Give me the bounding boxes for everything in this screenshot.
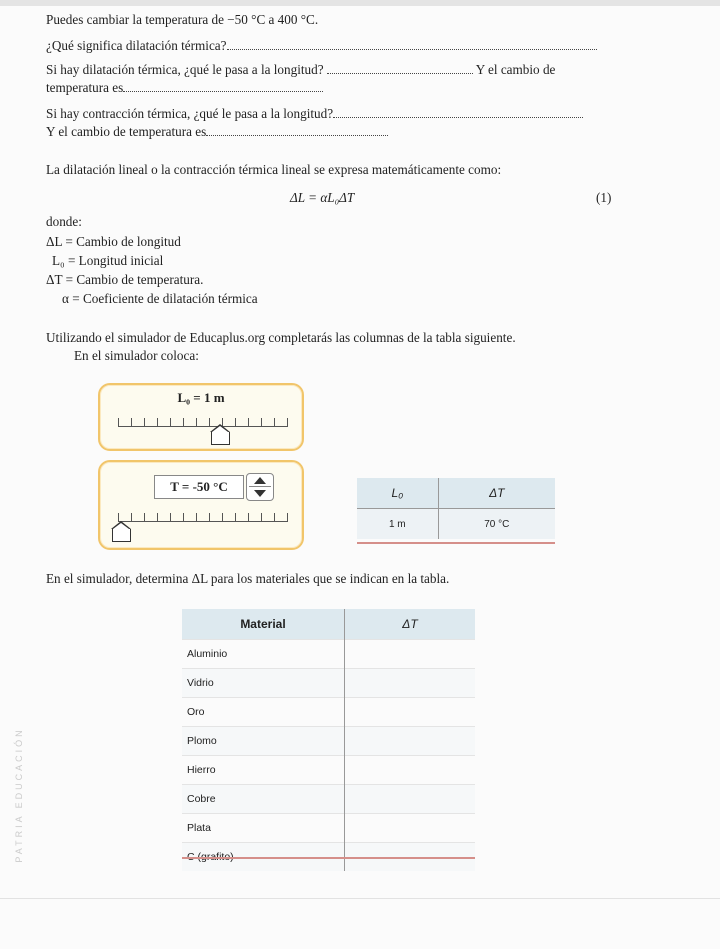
table-cell: 1 m <box>357 509 438 540</box>
question-contraccion-text: Si hay contracción térmica, ¿qué le pasa a la longitud? <box>46 106 334 121</box>
question-cambio-temperatura-text: Y el cambio de temperatura es <box>46 124 207 139</box>
table-row <box>182 640 475 669</box>
definition-l0: L₀ = Longitud inicial <box>52 253 164 268</box>
table-row <box>182 756 475 785</box>
material-cell: Oro <box>182 698 345 727</box>
table-header-row <box>357 478 555 509</box>
temperature-stepper[interactable] <box>246 473 274 501</box>
material-cell: Cobre <box>182 785 345 814</box>
temperature-slider-handle[interactable] <box>112 529 131 542</box>
answer-cell[interactable] <box>345 814 476 843</box>
stepper-divider <box>249 486 271 487</box>
simulator-instruction: En el simulador coloca: <box>74 348 199 363</box>
chevron-down-icon[interactable] <box>254 490 266 497</box>
equation-number: (1) <box>596 190 612 205</box>
definition-alpha: α = Coeficiente de dilatación térmica <box>62 291 258 306</box>
material-cell: Plomo <box>182 727 345 756</box>
question-cambio-text: Y el cambio de <box>475 62 556 77</box>
answer-blank <box>123 80 323 92</box>
simulator-intro: Utilizando el simulador de Educaplus.org completarás las columnas de la tabla siguiente. <box>46 330 516 345</box>
question-temperatura <box>46 80 323 96</box>
length-ruler <box>118 418 288 427</box>
table-divider <box>182 857 475 859</box>
temperature-ruler <box>118 513 288 522</box>
table-header-cell: L₀ <box>357 478 438 509</box>
initial-values-table <box>357 478 555 539</box>
formula-intro: La dilatación lineal o la contracción térmica lineal se expresa matemáticamente como: <box>46 162 502 177</box>
answer-cell[interactable] <box>345 727 476 756</box>
formula: ΔL = αL₀ΔT <box>290 190 355 205</box>
table-row <box>357 509 555 540</box>
answer-blank <box>206 124 388 136</box>
initial-length-label: L₀ = 1 m <box>177 390 225 405</box>
answer-cell[interactable] <box>345 785 476 814</box>
table-row <box>182 698 475 727</box>
answer-cell[interactable] <box>345 698 476 727</box>
question-longitud-text: Si hay dilatación térmica, ¿qué le pasa a la longitud? <box>46 62 324 77</box>
question-cambio-temperatura <box>46 124 388 140</box>
definition-delta-t: ΔT = Cambio de temperatura. <box>46 272 204 287</box>
table-header-row <box>182 609 475 640</box>
table-header-cell: ΔT <box>345 609 476 640</box>
material-cell: Aluminio <box>182 640 345 669</box>
table-row <box>182 669 475 698</box>
page-bottom-divider <box>0 898 720 899</box>
answer-cell[interactable] <box>345 669 476 698</box>
answer-blank <box>327 62 473 74</box>
answer-blank <box>333 106 583 118</box>
question-dilatacion <box>46 38 597 54</box>
simulator-panel-length <box>98 383 304 451</box>
material-cell: Hierro <box>182 756 345 785</box>
table-cell: 70 °C <box>438 509 555 540</box>
answer-cell[interactable] <box>345 640 476 669</box>
temperature-display: T = -50 °C <box>154 475 244 499</box>
chevron-up-icon[interactable] <box>254 477 266 484</box>
text-line-temperature-range: Puedes cambiar la temperatura de −50 °C a 400 °C. <box>46 12 319 27</box>
table-header-cell: ΔT <box>438 478 555 509</box>
definition-delta-l: ΔL = Cambio de longitud <box>46 234 181 249</box>
table-header-cell: Material <box>182 609 345 640</box>
question-contraccion <box>46 106 583 122</box>
simulator-panel-temperature <box>98 460 304 550</box>
answer-blank <box>227 38 597 50</box>
question-temperatura-text: temperatura es <box>46 80 124 95</box>
materials-table <box>182 609 475 871</box>
table-row <box>182 727 475 756</box>
table-row <box>182 785 475 814</box>
publisher-sidebar <box>4 720 26 880</box>
top-bar <box>0 0 720 6</box>
materials-instruction: En el simulador, determina ΔL para los materiales que se indican en la tabla. <box>46 571 450 586</box>
material-cell: Plata <box>182 814 345 843</box>
answer-cell[interactable] <box>345 756 476 785</box>
length-slider-handle[interactable] <box>211 432 230 445</box>
table-row <box>182 814 475 843</box>
publisher-name: PATRIA EDUCACIÓN <box>14 727 24 863</box>
table-divider <box>357 542 555 544</box>
material-cell: Vidrio <box>182 669 345 698</box>
question-dilatacion-text: ¿Qué significa dilatación térmica? <box>46 38 227 53</box>
donde-label: donde: <box>46 214 82 229</box>
question-longitud-dilatacion <box>46 62 555 78</box>
